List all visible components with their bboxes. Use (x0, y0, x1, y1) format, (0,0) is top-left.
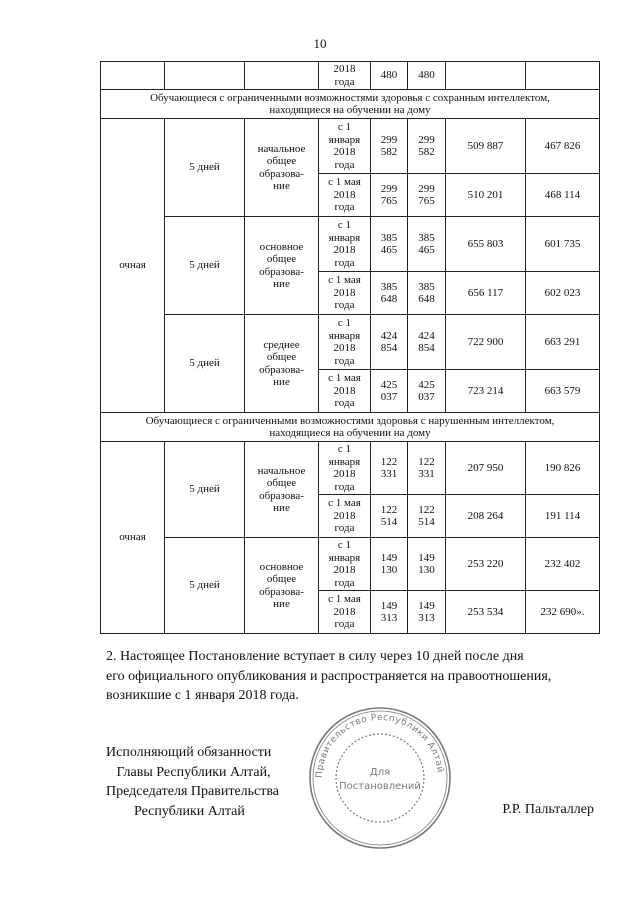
section-title: Обучающиеся с ограниченными возможностями здоровья с нарушенным интеллектом, находящиеся на обучении на дому (101, 413, 600, 442)
date-cell: с 1 января 2018 года (319, 538, 371, 591)
paragraph-effective-date: 2. Настоящее Постановление вступает в силу через 10 дней после дня его официального опубликования и распространяется на правоотношения, возникшие с 1 января 2018 года. (106, 649, 552, 703)
value-cell: 299 765 (371, 174, 408, 217)
signer-name: Р.Р. Пальталлер (502, 802, 594, 817)
table-cell (446, 62, 526, 90)
signatory-line: Главы Республики Алтай, (116, 764, 271, 780)
value-cell: 425 037 (371, 370, 408, 413)
value-cell: 510 201 (446, 174, 526, 217)
page-number: 10 (313, 36, 327, 51)
value-cell: 663 579 (526, 370, 600, 413)
value-cell: 424 854 (408, 315, 446, 370)
value-cell: 425 037 (408, 370, 446, 413)
value-cell: 122 514 (408, 495, 446, 538)
value-cell: 385 465 (371, 217, 408, 272)
value-cell: 655 803 (446, 217, 526, 272)
value-cell: 385 465 (408, 217, 446, 272)
date-cell: с 1 января 2018 года (319, 217, 371, 272)
value-cell: 190 826 (526, 442, 600, 495)
table-row (101, 315, 600, 370)
value-cell: 149 313 (408, 591, 446, 634)
table-cell (245, 62, 319, 90)
value-cell: 149 130 (408, 538, 446, 591)
level-cell: среднее общее образова- ние (245, 315, 319, 413)
level-cell: основное общее образова- ние (245, 217, 319, 315)
value-cell: 122 331 (408, 442, 446, 495)
signatory-line: Исполняющий обязанности (106, 745, 272, 760)
value-cell: 467 826 (526, 119, 600, 174)
value-cell: 232 690». (526, 591, 600, 634)
table-cell (526, 62, 600, 90)
value-cell: 299 582 (371, 119, 408, 174)
stamp-center-line2: Постановлений (339, 781, 421, 792)
signatory-title (106, 743, 279, 821)
signatory-line: Председателя Правительства (106, 784, 280, 799)
value-cell: 723 214 (446, 370, 526, 413)
value-cell: 122 331 (371, 442, 408, 495)
value-cell: 253 220 (446, 538, 526, 591)
value-cell: 191 114 (526, 495, 600, 538)
stamp-inner-ring (336, 734, 424, 822)
value-cell: 232 402 (526, 538, 600, 591)
value-cell: 385 648 (371, 272, 408, 315)
table-cell (165, 62, 245, 90)
value-cell: 424 854 (371, 315, 408, 370)
value-cell: 480 (371, 62, 408, 90)
value-cell: 663 291 (526, 315, 600, 370)
days-cell: 5 дней (165, 119, 245, 217)
value-cell: 149 130 (371, 538, 408, 591)
tariff-table (100, 61, 600, 634)
level-cell: начальное общее образова- ние (245, 119, 319, 217)
days-cell: 5 дней (165, 538, 245, 634)
official-stamp-icon (305, 703, 455, 853)
value-cell: 385 648 (408, 272, 446, 315)
date-cell: с 1 мая 2018 года (319, 591, 371, 634)
stamp-outer-ring (310, 708, 450, 848)
days-cell: 5 дней (165, 315, 245, 413)
section-title: Обучающиеся с ограниченными возможностями здоровья с сохранным интеллектом, находящиеся на обучении на дому (101, 90, 600, 119)
value-cell: 149 313 (371, 591, 408, 634)
level-cell: основное общее образова- ние (245, 538, 319, 634)
value-cell: 601 735 (526, 217, 600, 272)
value-cell: 480 (408, 62, 446, 90)
level-cell: начальное общее образова- ние (245, 442, 319, 538)
table-row (101, 62, 600, 90)
date-cell: с 1 января 2018 года (319, 119, 371, 174)
date-cell: с 1 мая 2018 года (319, 370, 371, 413)
form-cell: очная (101, 442, 165, 634)
value-cell: 122 514 (371, 495, 408, 538)
days-cell: 5 дней (165, 442, 245, 538)
value-cell: 207 950 (446, 442, 526, 495)
value-cell: 656 117 (446, 272, 526, 315)
form-cell: очная (101, 119, 165, 413)
date-cell: с 1 января 2018 года (319, 442, 371, 495)
table-row (101, 217, 600, 272)
value-cell: 208 264 (446, 495, 526, 538)
value-cell: 722 900 (446, 315, 526, 370)
value-cell: 468 114 (526, 174, 600, 217)
date-cell: с 1 мая 2018 года (319, 174, 371, 217)
value-cell: 253 534 (446, 591, 526, 634)
table-row (101, 538, 600, 591)
stamp-outer-ring-inner (313, 711, 447, 845)
stamp-ring-text: Правительство Республики Алтай (314, 712, 445, 779)
signatory-line: Республики Алтай (134, 803, 245, 819)
date-cell: с 1 мая 2018 года (319, 272, 371, 315)
days-cell: 5 дней (165, 217, 245, 315)
table-row (101, 442, 600, 495)
value-cell: 602 023 (526, 272, 600, 315)
table-cell (101, 62, 165, 90)
date-cell: 2018 года (319, 62, 371, 90)
section-header-row (101, 413, 600, 442)
table-row (101, 119, 600, 174)
stamp-center-line1: Для (369, 767, 391, 778)
date-cell: с 1 января 2018 года (319, 315, 371, 370)
value-cell: 509 887 (446, 119, 526, 174)
section-header-row (101, 90, 600, 119)
date-cell: с 1 мая 2018 года (319, 495, 371, 538)
value-cell: 299 765 (408, 174, 446, 217)
value-cell: 299 582 (408, 119, 446, 174)
